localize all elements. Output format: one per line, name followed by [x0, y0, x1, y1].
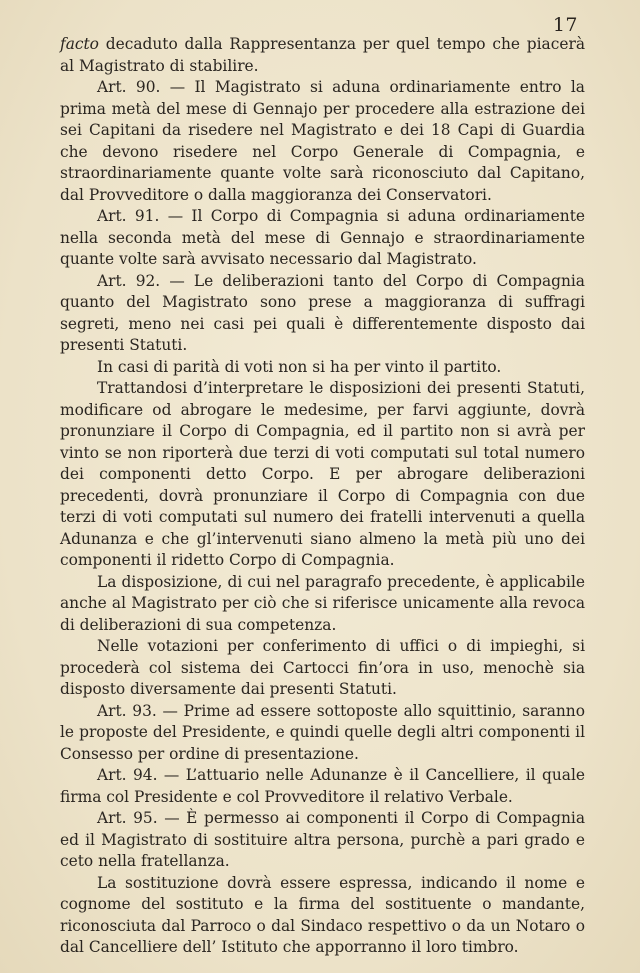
article-92: Art. 92. — Le deliberazioni tanto del Corpo di Compagnia quanto del Magistrato sono prese a maggioranza di suffragi segreti, meno nei casi pei quali è differentemente disposto dai presenti Statuti. — [60, 271, 585, 354]
article-92-interpretation: Trattandosi d’interpretare le disposizioni dei presenti Statuti, modificare od abrogare le medesime, per farvi aggiunte, dovrà pronunziare il Corpo di Compagnia, ed il partito non si avrà per vinto se non riporterà due terzi di voti computati sul total numero dei componenti detto Corpo. E per abrogare deliberazioni precedenti, dovrà pronunziare il Corpo di Compagnia con due terzi di voti computati sul numero dei fratelli intervenuti a quella Adunanza e che gl’intervenuti siano almeno la metà più uno dei componenti il ridetto Corpo di Compagnia. — [60, 379, 585, 569]
article-93: Art. 93. — Prime ad essere sottoposte allo squittinio, saranno le proposte del Presidente, e quindi quelle degli altri componenti il Consesso per ordine di presentazione. — [60, 701, 585, 763]
article-95: Art. 95. — È permesso ai componenti il Corpo di Compagnia ed il Magistrato di sostituire altra persona, purchè a pari grado e ceto nella fratellanza. — [60, 809, 585, 870]
body-text — [60, 34, 585, 959]
article-95-substitution: La sostituzione dovrà essere espressa, indicando il nome e cognome del sostituto e la firma del sostituente o mandante, riconosciuta dal Parroco o dal Sindaco respettivo o da un Notaro o dal Cancelliere dell’ Istituto che apporranno il loro timbro. — [60, 873, 585, 956]
paragraph-continuation — [60, 34, 585, 77]
page-number: 17 — [552, 14, 578, 36]
article-92-votations: Nelle votazioni per conferimento di uffici o di impieghi, si procederà col sistema dei Cartocci fin’ora in uso, menochè sia disposto diversamente dai presenti Statuti. — [60, 637, 585, 698]
italic-word: facto — [60, 35, 99, 53]
article-90: Art. 90. — Il Magistrato si aduna ordinariamente entro la prima metà del mese di Gennajo per procedere alla estrazione dei sei Capitani da risedere nel Magistrato e dei 18 Capi di Guardia che devono risedere nel Corpo Generale di Compagnia, e straordinariamente quante volte sarà riconosciuto dal Capitano, dal Provveditore o dalla maggioranza dei Conservatori. — [60, 78, 585, 204]
article-92-parity: In casi di parità di voti non si ha per vinto il partito. — [97, 357, 502, 376]
article-91: Art. 91. — Il Corpo di Compagnia si aduna ordinariamente nella seconda metà del mese di Gennajo e straordinariamente quante volte sarà avvisato necessario dal Magistrato. — [60, 207, 585, 268]
article-94: Art. 94. — L’attuario nelle Adunanze è il Cancelliere, il quale firma col Presidente e col Provveditore il relativo Verbale. — [60, 766, 585, 806]
paragraph-text: decaduto dalla Rappresentanza per quel tempo che piacerà al Magistrato di stabilire. — [60, 35, 585, 75]
article-92-applicability: La disposizione, di cui nel paragrafo precedente, è applicabile anche al Magistrato per ciò che si riferisce unicamente alla revoca di deliberazioni di sua competenza. — [60, 572, 585, 634]
